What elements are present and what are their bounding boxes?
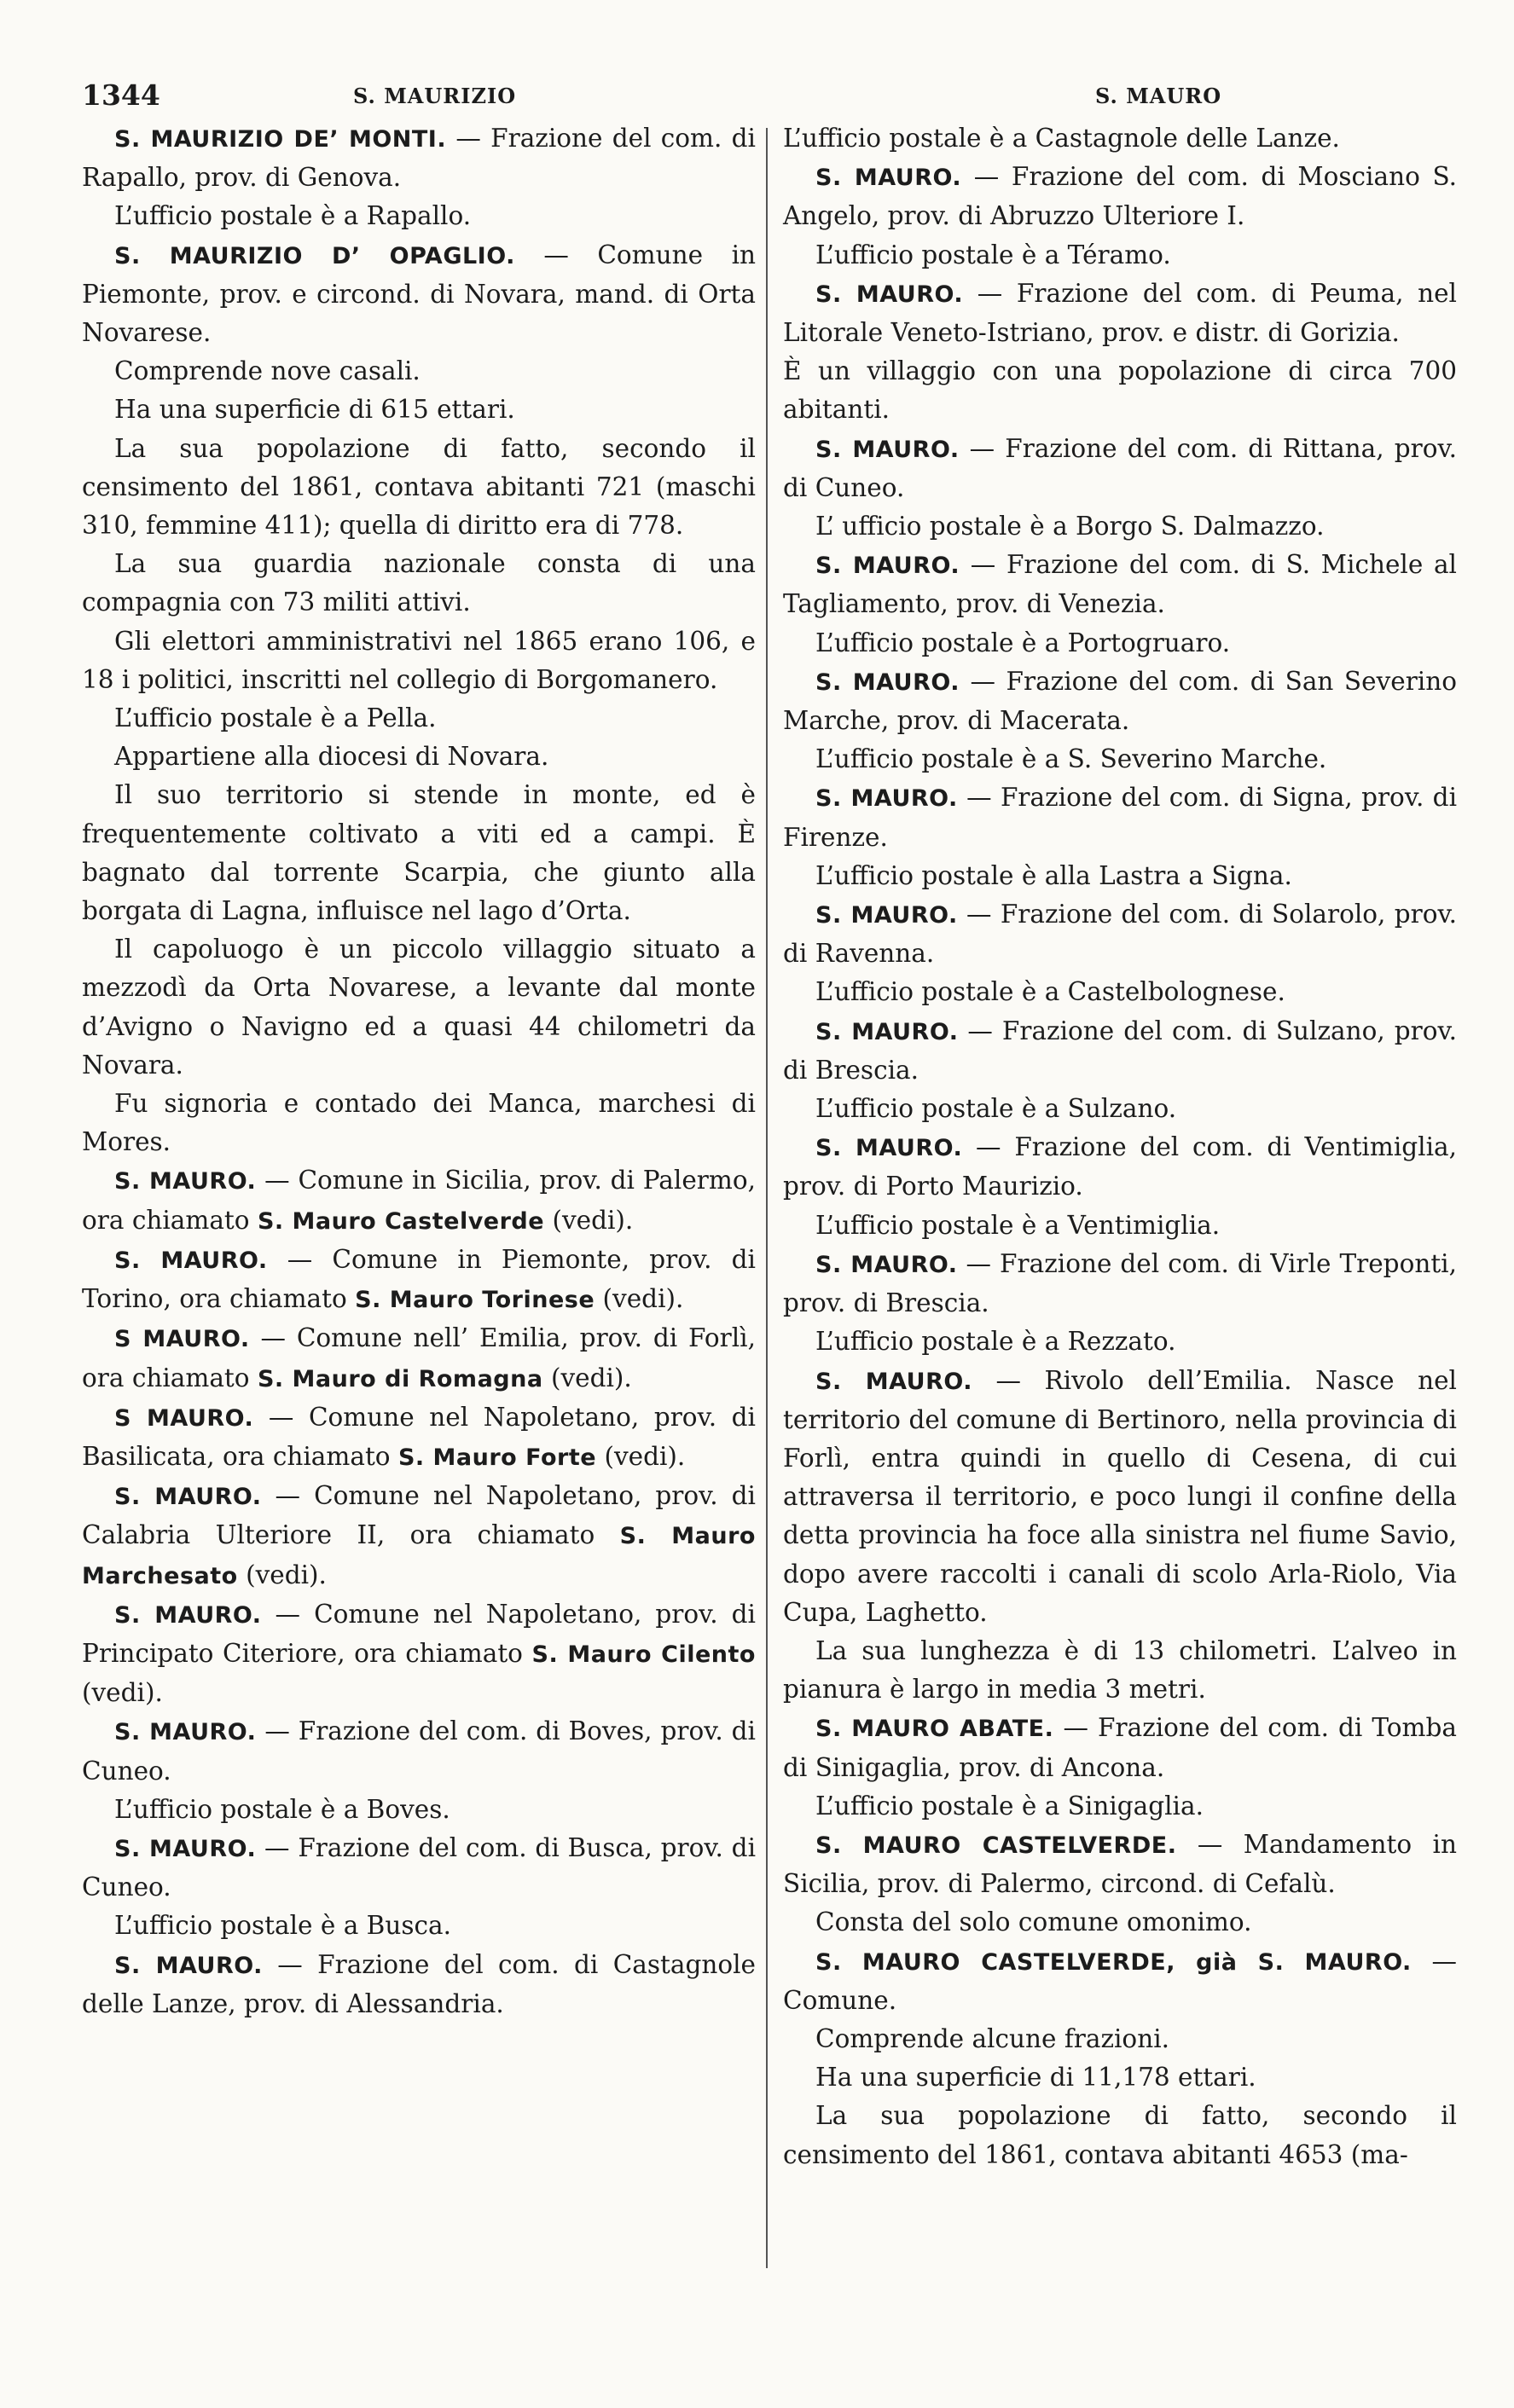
entry-text: Ha una superficie di 11,178 ettari. — [815, 2063, 1256, 2093]
entry-cross-reference: S. Mauro di Romagna — [257, 1365, 543, 1392]
entry-text: L’ufficio postale è a Sulzano. — [815, 1094, 1177, 1124]
entry-cross-reference: S. Mauro Torinese — [355, 1287, 595, 1314]
entry-text: — Frazione del com. di Signa, prov. di Firenze. — [783, 783, 1457, 852]
entry-paragraph — [783, 1942, 1457, 2020]
entry-text: — Comune in Sicilia, prov. di Palermo, ora chiamato — [82, 1166, 756, 1235]
entry-heading: S. MAURO. — [815, 902, 958, 929]
entry-text: L’ufficio postale è a Busca. — [114, 1911, 451, 1941]
entry-heading: S. MAURO. — [815, 436, 960, 463]
entry-heading: S. MAURO. — [815, 165, 962, 192]
entry-text: — Frazione del com. di Solarolo, prov. di Ravenna. — [783, 900, 1457, 969]
entry-paragraph — [783, 1787, 1457, 1826]
entry-text: Comprende nove casali. — [114, 356, 421, 386]
entry-paragraph — [783, 2058, 1457, 2097]
entry-text: — Frazione del com. di Busca, prov. di Cuneo. — [82, 1832, 756, 1902]
entry-text: — Comune nel Napoletano, prov. di Basilicata, ora chiamato — [82, 1402, 756, 1471]
entry-paragraph — [82, 352, 756, 391]
entry-paragraph — [783, 1245, 1457, 1323]
entry-paragraph — [82, 1161, 756, 1240]
right-column — [783, 119, 1457, 2174]
entry-paragraph — [82, 236, 756, 353]
entry-heading: S. MAURO. — [815, 553, 960, 580]
entry-paragraph — [82, 1319, 756, 1398]
entry-text: Appartiene alla diocesi di Novara. — [114, 742, 549, 772]
entry-paragraph — [82, 430, 756, 546]
entry-paragraph — [783, 2020, 1457, 2058]
entry-text: — Frazione del com. di Tomba di Sinigaglia, prov. di Ancona. — [783, 1713, 1457, 1782]
entry-text: — Comune. — [783, 1946, 1457, 2015]
entry-paragraph — [783, 973, 1457, 1011]
entry-text: L’ufficio postale è a Boves. — [114, 1794, 450, 1824]
entry-heading: S. MAURO. — [815, 669, 960, 696]
entry-text: L’ufficio postale è a Rezzato. — [815, 1327, 1176, 1357]
entry-text: — Comune nel Napoletano, prov. di Principato Citeriore, ora chiamato — [82, 1599, 756, 1668]
entry-paragraph — [82, 930, 756, 1085]
entry-paragraph — [783, 895, 1457, 973]
entry-text: L’ufficio postale è a Castagnole delle Lanze. — [783, 124, 1340, 153]
entry-paragraph — [783, 119, 1457, 158]
entry-text: — Frazione del com. di Virle Treponti, prov. di Brescia. — [783, 1248, 1457, 1318]
entry-text: — Comune nel Napoletano, prov. di Calabria Ulteriore II, ora chiamato — [82, 1481, 756, 1550]
entry-paragraph — [783, 1090, 1457, 1128]
entry-heading: S. MAURIZIO D’ OPAGLIO. — [114, 242, 515, 269]
entry-paragraph — [82, 738, 756, 776]
entry-text: — Frazione del com. di Boves, prov. di Cuneo. — [82, 1716, 756, 1786]
entry-paragraph — [783, 430, 1457, 507]
entry-paragraph — [82, 1946, 756, 2023]
entry-text: — Frazione del com. di Castagnole delle Lanze, prov. di Alessandria. — [82, 1949, 756, 2018]
entry-paragraph — [82, 1712, 756, 1790]
entry-paragraph — [82, 699, 756, 738]
entry-heading: S MAURO. — [114, 1326, 250, 1353]
entry-heading: S. MAURO. — [114, 1952, 263, 1979]
entry-paragraph — [783, 546, 1457, 623]
entry-text: L’ufficio postale è a S. Severino Marche. — [815, 744, 1327, 774]
entry-paragraph — [783, 1632, 1457, 1709]
entry-paragraph — [82, 119, 756, 197]
entry-paragraph — [82, 622, 756, 699]
entry-text: L’ufficio postale è a Sinigaglia. — [815, 1791, 1204, 1820]
running-head-right: S. MAURO — [1095, 84, 1222, 108]
entry-text: — Frazione del com. di Ventimiglia, prov. di Porto Maurizio. — [783, 1132, 1457, 1201]
entry-text: — Frazione del com. di Rapallo, prov. di Genova. — [82, 124, 756, 193]
entry-text-tail: (vedi). — [596, 1441, 686, 1471]
entry-cross-reference: S. Mauro Forte — [397, 1444, 597, 1471]
entry-paragraph — [783, 1826, 1457, 1903]
entry-paragraph — [783, 857, 1457, 895]
entry-paragraph — [783, 624, 1457, 663]
entry-text-tail: (vedi). — [595, 1284, 684, 1314]
entry-text: L’ufficio postale è a Rapallo. — [114, 201, 472, 231]
entry-paragraph — [783, 507, 1457, 546]
entry-paragraph — [783, 1128, 1457, 1206]
entry-paragraph — [82, 776, 756, 930]
entry-text: La sua popolazione di fatto, secondo il censimento del 1861, contava abitanti 721 (maschi 310, femmine 411); quella di diritto era di 778. — [82, 433, 756, 541]
entry-text: L’ufficio postale è a Castelbolognese. — [815, 977, 1285, 1007]
entry-text: Ha una superficie di 615 ettari. — [114, 395, 515, 425]
running-head-left: S. MAURIZIO — [353, 84, 517, 108]
entry-text: Il suo territorio si stende in monte, ed è frequentemente coltivato a viti ed a campi. È bagnato dal torrente Scarpia, che giunto alla borgata di Lagna, influisce nel lago d’Orta. — [82, 780, 756, 926]
entry-text: — Rivolo dell’Emilia. Nasce nel territorio del comune di Bertinoro, nella provincia di Forlì, entra quindi in quello di Cesena, di cui attraversa il territorio, e poco lungi il confine della detta provincia ha foce alla sinistra nel fiume Savio, dopo avere raccolti i canali di scolo Arla-Riolo, Via Cupa, Laghetto. — [783, 1365, 1457, 1627]
entry-heading: S. MAURO ABATE. — [815, 1716, 1054, 1743]
entry-text: — Frazione del com. di Mosciano S. Angelo, prov. di Abruzzo Ulteriore I. — [783, 162, 1457, 231]
entry-paragraph — [82, 391, 756, 429]
entry-heading: S. MAURO. — [114, 1247, 268, 1274]
entry-paragraph — [82, 1477, 756, 1595]
entry-text: La sua popolazione di fatto, secondo il censimento del 1861, contava abitanti 4653 (ma- — [783, 2101, 1457, 2169]
entry-text: L’ufficio postale è a Ventimiglia. — [815, 1210, 1221, 1240]
entry-paragraph — [783, 1207, 1457, 1245]
page-number: 1344 — [82, 78, 160, 112]
entry-heading: S. MAURO. — [114, 1835, 257, 1862]
entry-heading: S. MAURO. — [815, 1251, 958, 1278]
entry-paragraph — [783, 275, 1457, 352]
entry-text: — Frazione del com. di S. Michele al Tagliamento, prov. di Venezia. — [783, 550, 1457, 619]
entry-text: — Frazione del com. di Sulzano, prov. di Brescia. — [783, 1016, 1458, 1085]
entry-text-tail: (vedi). — [82, 1678, 163, 1708]
entry-paragraph — [82, 1085, 756, 1161]
left-column — [82, 119, 756, 2023]
entry-text-tail: (vedi). — [544, 1205, 634, 1235]
entry-heading: S. MAURO. — [815, 785, 958, 813]
entry-text: L’ufficio postale è a Pella. — [114, 703, 437, 733]
column-divider — [766, 128, 768, 2268]
entry-paragraph — [783, 158, 1457, 235]
entry-paragraph — [82, 1595, 756, 1713]
entry-paragraph — [783, 1709, 1457, 1786]
entry-text: È un villaggio con una popolazione di circa 700 abitanti. — [783, 356, 1457, 425]
entry-heading: S. MAURO. — [114, 1484, 262, 1511]
entry-paragraph — [82, 1829, 756, 1907]
entry-heading: S. MAURIZIO DE’ MONTI. — [114, 126, 447, 153]
entry-cross-reference: S. Mauro Castelverde — [257, 1207, 545, 1235]
entry-paragraph — [783, 663, 1457, 740]
entry-text: — Frazione del com. di San Severino Marche, prov. di Macerata. — [783, 666, 1457, 736]
entry-paragraph — [82, 545, 756, 622]
entry-text: La sua guardia nazionale consta di una compagnia con 73 militi attivi. — [82, 549, 756, 617]
entry-paragraph — [783, 740, 1457, 779]
entry-paragraph — [783, 236, 1457, 275]
entry-text: — Mandamento in Sicilia, prov. di Palermo, circond. di Cefalù. — [783, 1829, 1457, 1899]
entry-paragraph — [82, 1398, 756, 1477]
entry-text: Consta del solo comune omonimo. — [815, 1907, 1252, 1937]
entry-paragraph — [82, 197, 756, 235]
entry-heading: S MAURO. — [114, 1404, 254, 1432]
entry-paragraph — [82, 1907, 756, 1945]
entry-heading: S. MAURO. — [815, 281, 964, 308]
entry-text-tail: (vedi). — [237, 1560, 327, 1589]
entry-heading: S. MAURO CASTELVERDE. — [815, 1832, 1177, 1859]
entry-text: — Comune in Piemonte, prov. di Torino, ora chiamato — [82, 1244, 756, 1314]
entry-paragraph — [783, 1903, 1457, 1942]
entry-text: Gli elettori amministrativi nel 1865 erano 106, e 18 i politici, inscritti nel collegio di Borgomanero. — [82, 626, 756, 694]
entry-text: Comprende alcune frazioni. — [815, 2023, 1170, 2053]
entry-heading: S. MAURO. — [114, 1719, 257, 1746]
entry-paragraph — [783, 2097, 1457, 2174]
entry-text: L’ufficio postale è alla Lastra a Signa. — [815, 860, 1292, 890]
entry-text: — Comune in Piemonte, prov. e circond. di Novara, mand. di Orta Novarese. — [82, 240, 757, 348]
entry-paragraph — [783, 1323, 1457, 1361]
entry-text: L’ ufficio postale è a Borgo S. Dalmazzo. — [815, 512, 1325, 541]
entry-paragraph — [783, 1012, 1457, 1090]
page-header — [82, 78, 1464, 116]
entry-paragraph — [783, 779, 1457, 856]
entry-cross-reference: S. Mauro Cilento — [531, 1641, 756, 1668]
entry-text: — Comune nell’ Emilia, prov. di Forlì, ora chiamato — [82, 1323, 756, 1392]
entry-paragraph — [783, 1362, 1457, 1632]
entry-paragraph — [783, 352, 1457, 429]
entry-text-tail: (vedi). — [542, 1363, 632, 1392]
entry-text: — Frazione del com. di Peuma, nel Litorale Veneto-Istriano, prov. e distr. di Gorizia. — [783, 278, 1457, 348]
entry-heading: S. MAURO. — [114, 1168, 257, 1195]
entry-heading: S. MAURO CASTELVERDE, già S. MAURO. — [815, 1948, 1412, 1976]
entry-text: — Frazione del com. di Rittana, prov. di Cuneo. — [783, 433, 1458, 502]
entry-heading: S. MAURO. — [815, 1018, 959, 1045]
entry-cross-reference: S. Mauro Marchesato — [82, 1523, 756, 1589]
entry-text: Fu signoria e contado dei Manca, marchesi di Mores. — [82, 1089, 756, 1157]
entry-paragraph — [82, 1241, 756, 1319]
entry-heading: S. MAURO. — [114, 1601, 262, 1629]
entry-heading: S. MAURO. — [815, 1135, 963, 1162]
entry-text: Il capoluogo è un piccolo villaggio situato a mezzodì da Orta Novarese, a levante dal monte d’Avigno o Navigno ed a quasi 44 chilometri da Novara. — [82, 935, 756, 1080]
entry-text: L’ufficio postale è a Téramo. — [815, 240, 1171, 269]
entry-text: La sua lunghezza è di 13 chilometri. L’alveo in pianura è largo in media 3 metri. — [783, 1635, 1457, 1705]
entry-paragraph — [82, 1791, 756, 1829]
entry-heading: S. MAURO. — [815, 1368, 972, 1395]
entry-text: L’ufficio postale è a Portogruaro. — [815, 628, 1231, 657]
